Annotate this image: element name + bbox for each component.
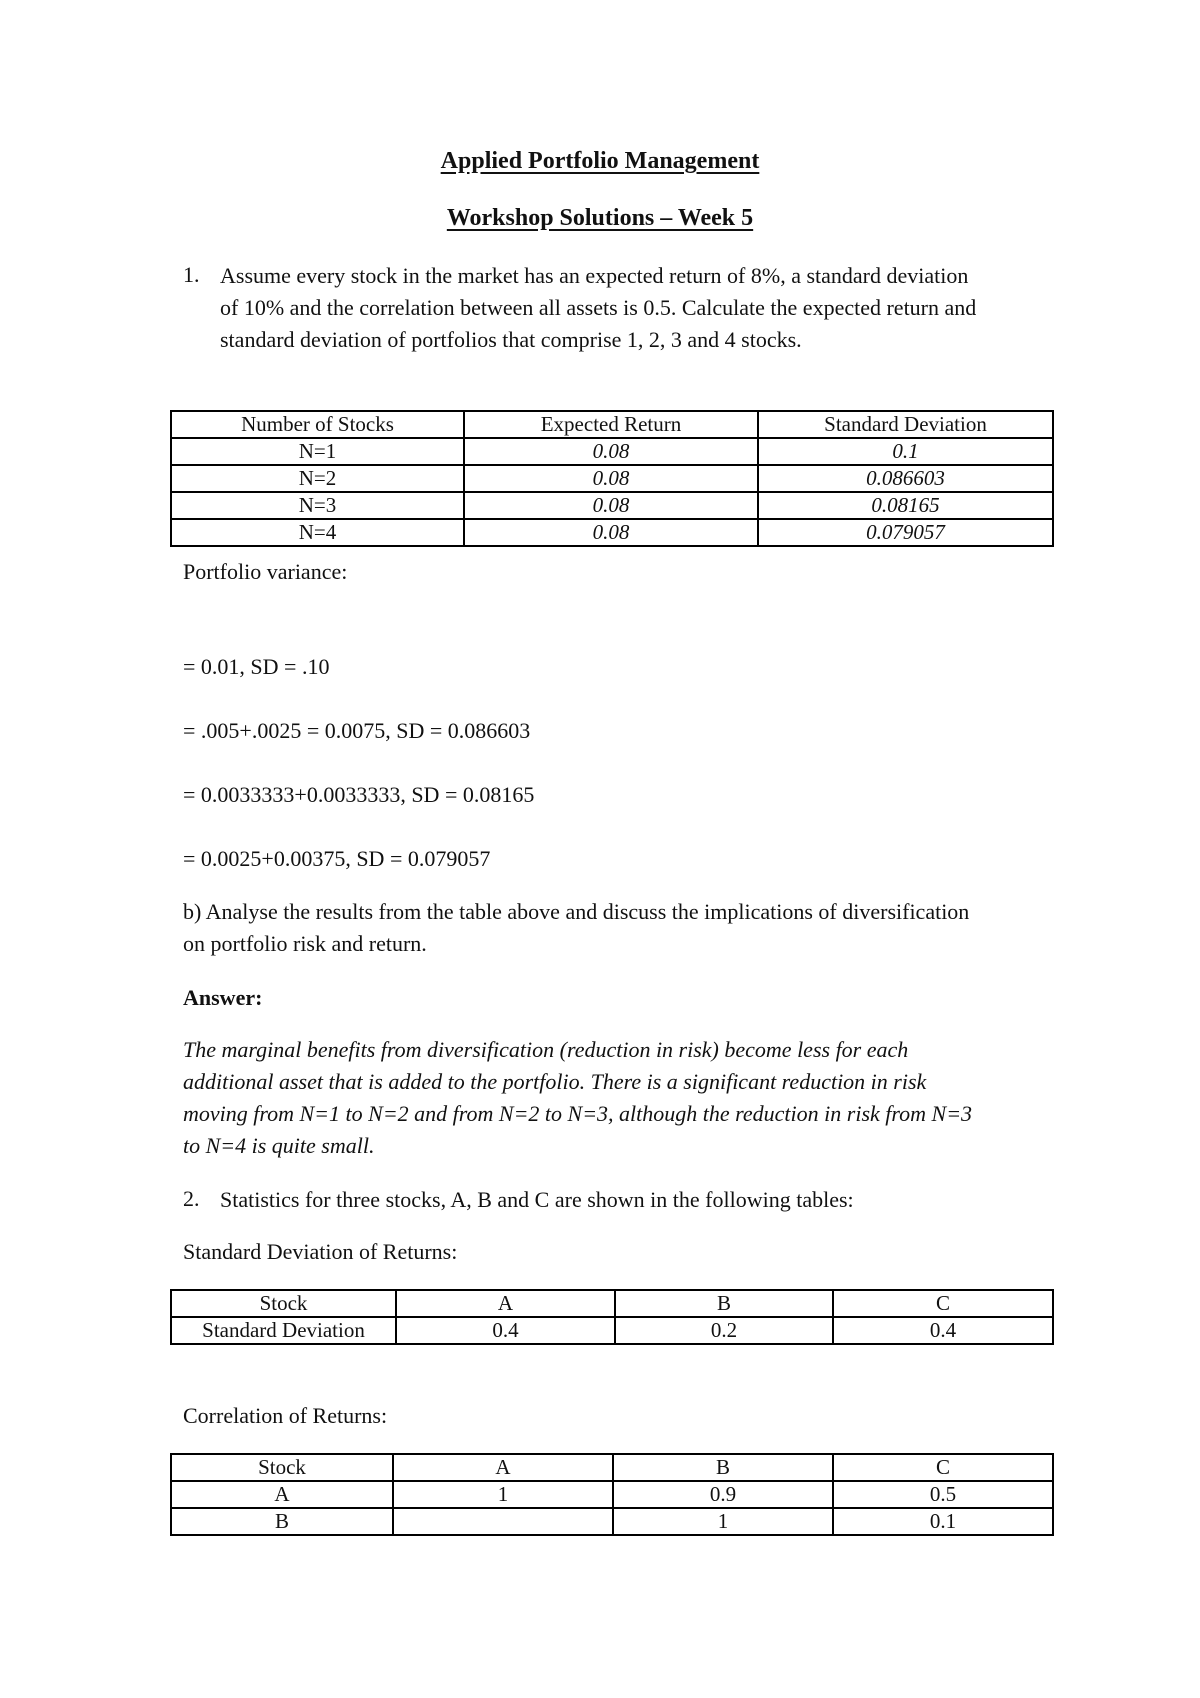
table-row	[171, 492, 1053, 519]
table-cell: N=3	[171, 492, 464, 519]
table-header-cell: Stock	[171, 1290, 396, 1317]
table-cell: N=1	[171, 438, 464, 465]
table-cell: Standard Deviation	[171, 1317, 396, 1344]
table-header-cell: B	[613, 1454, 833, 1481]
part-b-question	[183, 896, 1063, 960]
answer-label: Answer:	[183, 985, 263, 1010]
part-b-line: on portfolio risk and return.	[183, 931, 427, 956]
table-cell: B	[171, 1508, 393, 1535]
table-cell: N=2	[171, 465, 464, 492]
question-2-text: Statistics for three stocks, A, B and C are shown in the following tables:	[220, 1187, 854, 1212]
table-cell: 0.4	[396, 1317, 615, 1344]
table-cell: 0.08	[464, 465, 758, 492]
table-cell: 0.08	[464, 438, 758, 465]
table-cell: 0.9	[613, 1481, 833, 1508]
table-header-row	[171, 1290, 1053, 1317]
table-cell: 0.1	[833, 1508, 1053, 1535]
equation-n3: = 0.0033333+0.0033333, SD = 0.08165	[183, 782, 535, 807]
table-cell: A	[171, 1481, 393, 1508]
table-header-cell: C	[833, 1290, 1053, 1317]
answer-line: The marginal benefits from diversification (reduction in risk) become less for each	[183, 1037, 909, 1062]
part-b-line: b) Analyse the results from the table above and discuss the implications of diversification	[183, 899, 970, 924]
table-cell: 0.079057	[758, 519, 1053, 546]
correlation-table	[170, 1453, 1054, 1536]
table-cell: 0.086603	[758, 465, 1053, 492]
table-cell: 0.08165	[758, 492, 1053, 519]
page-title: Applied Portfolio Management	[440, 148, 760, 174]
table-row	[171, 1317, 1053, 1344]
question-1-number: 1.	[183, 262, 200, 287]
equation-n1: = 0.01, SD = .10	[183, 654, 330, 679]
correlation-table-label: Correlation of Returns:	[183, 1403, 388, 1428]
table-header-row	[171, 1454, 1053, 1481]
answer-line: to N=4 is quite small.	[183, 1133, 375, 1158]
table-cell: 0.5	[833, 1481, 1053, 1508]
equation-n2: = .005+.0025 = 0.0075, SD = 0.086603	[183, 718, 531, 743]
question-1-line: standard deviation of portfolios that comprise 1, 2, 3 and 4 stocks.	[220, 327, 802, 352]
page-subtitle: Workshop Solutions – Week 5	[446, 205, 754, 231]
question-1-text	[220, 260, 1080, 356]
expected-return-table	[170, 410, 1054, 547]
table-cell: 0.08	[464, 519, 758, 546]
table-header-cell: Expected Return	[464, 411, 758, 438]
table-row	[171, 438, 1053, 465]
table-header-cell: B	[615, 1290, 833, 1317]
table-row	[171, 1481, 1053, 1508]
table-row	[171, 465, 1053, 492]
answer-line: moving from N=1 to N=2 and from N=2 to N=3, although the reduction in risk from N=3	[183, 1101, 973, 1126]
table-header-row	[171, 411, 1053, 438]
table-row	[171, 1508, 1053, 1535]
table-header-cell: Standard Deviation	[758, 411, 1053, 438]
table-cell: 1	[613, 1508, 833, 1535]
table-cell: 0.4	[833, 1317, 1053, 1344]
table-cell: 0.08	[464, 492, 758, 519]
table-header-cell: Number of Stocks	[171, 411, 464, 438]
table-header-cell: Stock	[171, 1454, 393, 1481]
table-header-cell: C	[833, 1454, 1053, 1481]
table-row	[171, 519, 1053, 546]
table-cell: 1	[393, 1481, 613, 1508]
question-1-line: Assume every stock in the market has an expected return of 8%, a standard deviation	[220, 263, 969, 288]
equation-n4: = 0.0025+0.00375, SD = 0.079057	[183, 846, 491, 871]
standard-deviation-table	[170, 1289, 1054, 1345]
table-cell: N=4	[171, 519, 464, 546]
question-1-line: of 10% and the correlation between all assets is 0.5. Calculate the expected return and	[220, 295, 977, 320]
sd-table-label: Standard Deviation of Returns:	[183, 1239, 458, 1264]
answer-text	[183, 1034, 1063, 1162]
table-header-cell: A	[393, 1454, 613, 1481]
table-cell: 0.1	[758, 438, 1053, 465]
table-cell: 0.2	[615, 1317, 833, 1344]
question-2-number: 2.	[183, 1186, 200, 1211]
table-header-cell: A	[396, 1290, 615, 1317]
answer-line: additional asset that is added to the portfolio. There is a significant reduction in risk	[183, 1069, 927, 1094]
portfolio-variance-label: Portfolio variance:	[183, 559, 348, 584]
table-cell	[393, 1508, 613, 1535]
